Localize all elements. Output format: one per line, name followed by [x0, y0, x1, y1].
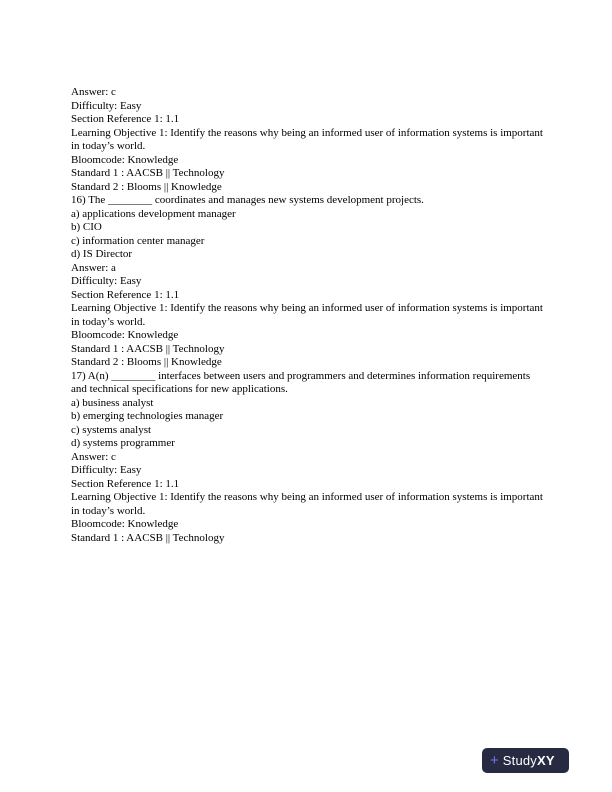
bloomcode-text: Bloomcode: Knowledge [71, 153, 179, 166]
question-stem: 16) The ________ coordinates and manages new systems development projects. [71, 194, 424, 206]
studyxy-logo-text [503, 753, 555, 768]
bloomcode-text: Bloomcode: Knowledge [71, 518, 179, 530]
logo-text-xy: XY [537, 753, 555, 768]
answer-text: Answer: c [71, 450, 116, 463]
question-15-answer-block [71, 86, 543, 194]
choice-b: b) emerging technologies manager [71, 410, 224, 422]
question-17-block [71, 370, 543, 546]
choice-a: a) applications development manager [71, 207, 236, 220]
standard-2-text: Standard 2 : Blooms || Knowledge [71, 180, 222, 193]
section-reference-text: Section Reference 1: 1.1 [71, 113, 180, 125]
choice-d: d) IS Director [71, 248, 133, 260]
learning-objective-text: Learning Objective 1: Identify the reasons why being an informed user of information systems is important in today’s world. [71, 491, 543, 517]
section-reference-text: Section Reference 1: 1.1 [71, 477, 180, 490]
learning-objective-text: Learning Objective 1: Identify the reasons why being an informed user of information systems is important in today’s world. [71, 302, 543, 328]
studyxy-logo [482, 748, 569, 773]
section-reference-text: Section Reference 1: 1.1 [71, 288, 180, 301]
standard-2-text: Standard 2 : Blooms || Knowledge [71, 356, 222, 368]
difficulty-text: Difficulty: Easy [71, 99, 142, 112]
choice-d: d) systems programmer [71, 437, 175, 449]
question-16-block [71, 194, 543, 370]
choice-c: c) information center manager [71, 234, 205, 247]
standard-1-text: Standard 1 : AACSB || Technology [71, 531, 225, 544]
choice-a: a) business analyst [71, 396, 154, 409]
document-content [71, 86, 543, 545]
bloomcode-text: Bloomcode: Knowledge [71, 329, 179, 341]
standard-1-text: Standard 1 : AACSB || Technology [71, 167, 225, 179]
standard-1-text: Standard 1 : AACSB || Technology [71, 342, 225, 355]
logo-text-study: Study [502, 753, 538, 768]
question-stem: 17) A(n) ________ interfaces between users and programmers and determines information requirements and technical specifications for new applications. [71, 369, 531, 395]
answer-text: Answer: a [71, 261, 116, 274]
choice-c: c) systems analyst [71, 423, 152, 436]
difficulty-text: Difficulty: Easy [71, 275, 142, 287]
learning-objective-text: Learning Objective 1: Identify the reasons why being an informed user of information systems is important in today’s world. [71, 126, 543, 152]
answer-text: Answer: c [71, 86, 116, 98]
difficulty-text: Difficulty: Easy [71, 464, 142, 476]
choice-b: b) CIO [71, 221, 102, 233]
plus-icon: + [490, 752, 499, 769]
